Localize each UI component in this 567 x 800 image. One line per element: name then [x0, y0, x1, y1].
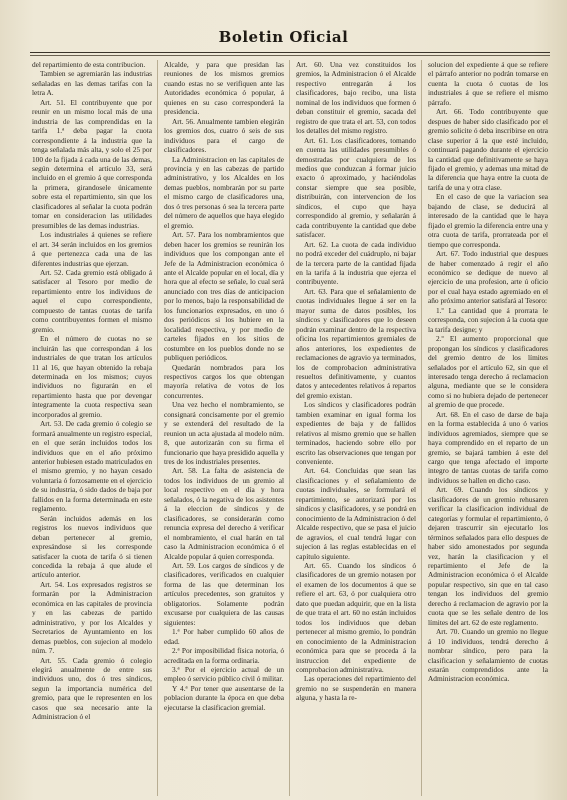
paragraph: 3.ª Por el ejercicio actual de un empleo ó servicio público civil ó militar.: [164, 665, 284, 684]
paragraph: La Administracion en las capitales de provincia y en las cabezas de partido administrativo, y los Alcaldes en los demas pueblos, nombrarán por su parte el mismo cargo de clasificadores una, dos ó tres personas ó sea la tercera parte del número de aquellos que haya elegido el gremio.: [164, 154, 284, 230]
paragraph: Art. 51. El contribuyente que por reunir en un mismo local más de una industria de las comprendidas en la tarifa 1.ª deba pagar la cuota correspondiente á la industria que la tenga señalada más alta, y solo el 25 por 100 de la fijada á cada una de las demas, según determina el artículo 33, será incluido en el gremio á que corresponda la primera, girandosele únicamente sobre esta el repartimiento, sin que los clasificadores al señalar la cuota podrán tomar en consideracion las utilidades presumibles de las demas industrias.: [32, 97, 152, 230]
paragraph: 2.ª Por imposibilidad física notoria, ó acreditada en la forma ordinaria.: [164, 646, 284, 665]
paragraph: 1.º La cantidad que á prorrata le corresponda, con sujecion á la cuota que la tarifa designe; y: [428, 305, 548, 334]
paragraph: Art. 60. Una vez constituidos los gremios, la Administracion ó el Alcalde respectivo entregarán á los clasificadores, bajo recibo, una lista nominal de los individuos que formen ó deban constituir el gremio, sacada del registro de que trata el art. 53, con todos los detalles del mismo registro.: [296, 60, 416, 136]
header-rule-thin: [30, 55, 550, 56]
paragraph: Art. 65. Cuando los síndicos ó clasificadores de un gremio notasen por el examen de los documentos á que se refiere el art. 63, ó por cualquiera otro dato que puedan adquirir, que en la lista de que trata el art. 60 no están incluidos todos los individuos que deban pertenecer al mismo gremio, lo pondrán en conocimiento de la Administracion económica para que se proceda á la instruccion del expediente de comprobacion administrativa.: [296, 561, 416, 674]
paragraph: Art. 64. Concluidas que sean las clasificaciones y el señalamiento de cuotas individuales, se formulará el repartimiento, se autorizará por los síndicos y clasificadores, y se pondrá en conocimiento de la Administracion ó del Alcalde respectivo, que se pasa el juicio de agravios, el cual tendrá lugar con sujecion á las reglas establecidas en el capítulo siguiente.: [296, 466, 416, 561]
paragraph: Art. 68. En el caso de darse de baja en la forma establecida á uno ó varios individuos agremiados, siempre que se haya comprendido en el reparto de un gremio, se bajará tambien á este del cargo que tenga afectado el importe integro de tantas cuotas de tarifa como individuos se hallen en dicho caso.: [428, 409, 548, 485]
paragraph: del repartimiento de esta contribucion.: [32, 60, 146, 69]
paragraph: Art. 69. Cuando los síndicos y clasificadores de un gremio rehusaren verificar la clasificacion individual de categorías y formular el repartimiento, ó dejaren trascurrir sin ejecutarlo los términos señalados para ello despues de haber sido amonestados por segunda vez, harán la clasificacion y el repartimiento el Jefe de la Administracion económica ó el Alcalde popular respectivo, sin que en tal caso tengan los individuos del gremio derecho á reclamacion de agravio por la cuota que se les señale dentro de los límites del art. 62 de este reglamento.: [428, 485, 548, 627]
paragraph: Art. 58. La falta de asistencia de todos los individuos de un gremio al local respectivo en el día y hora señalados, ó la negativa de los asistentes á la eleccion de síndicos y de clasificadores, se considerarán como renuncia expresa del derecho á verificar el nombramiento, el cual harán en tal caso la Administracion económica ó el Alcalde popular á quien corresponda.: [164, 466, 284, 561]
page-title: Boletin Oficial: [218, 28, 349, 46]
paragraph: solucion del expediente á que se refiere el párrafo anterior no podrán tomarse en cuenta la cuota ó cuotas de los industriales á que se refiere el mismo párrafo.: [428, 60, 548, 107]
paragraph: Art. 63. Para que el señalamiento de cuotas individuales llegue á ser en la mayor suma de datos posibles, los síndicos y clasificadores que lo deseen podrán examinar dentro de la respectiva oficina los repartimientos gremiales de años anteriores, los expedientes de reclamaciones de agravio ya terminados, los de comprobacion administrativa resueltos definitivamente, y cuantos datos y antecedentes relativos á repartos del gremio existan.: [296, 286, 416, 400]
paragraph: Art. 52. Cada gremio está obligado á satisfacer al Tesoro por medio de repartimiento entre los individuos de aquel el cupo correspondiente, compuesto de tantas cuotas de tarifa como contribuyentes formen el mismo gremio.: [32, 267, 152, 334]
text-columns: [32, 60, 548, 796]
column-3: [296, 60, 422, 796]
paragraph: 1.ª Por haber cumplido 60 años de edad.: [164, 627, 284, 646]
paragraph: Quedarán nombrados para los respectivos cargos los que obtengan mayoría relativa de votos de los concurrentes.: [164, 362, 284, 400]
paragraph: Art. 62. La cuota de cada individuo no podrá exceder del cuádruplo, ni bajar de la tercera parte de la cantidad fijada en la tarifa á la industria que ejerza el contribuyente.: [296, 239, 416, 287]
paragraph: Art. 55. Cada gremio ó colegio elegirá anualmente de entre sus individuos uno, dos ó tres síndicos, segun la importancia numérica del gremio, para que le representen en los casos que sea necesario ante la Administracion ó el: [32, 655, 152, 722]
paragraph: Art. 57. Para los nombramientos que deben hacer los gremios se reunirán los individuos que los compongan ante el Jefe de la Administracion económica ó ante el Alcalde popular en el local, día y hora que al efecto se señale, lo cual será anunciado con tres días de anticipacion por lo menos, bajo la responsabilidad de los funcionarios expresados, en uno ó dos periódicos si los hubiere en la localidad respectiva, y por medio de carteles fijados en los sitios de costumbre en los pueblos donde no se publiquen periódicos.: [164, 230, 284, 363]
paragraph: Los síndicos y clasificadores podrán tambien examinar en igual forma los expedientes de baja y de fallidos relativos al mismo gremio que se hallen terminados, haciendo sobre ello por escrito las observaciones que tengan por conveniente.: [296, 400, 416, 467]
paragraph: Y 4.ª Por tener que ausentarse de la poblacion durante la época en que deba ejecutarse la clasificacion gremial.: [164, 683, 284, 712]
paragraph: Alcalde, y para que presidan las reuniones de los mismos gremios cuando estas no se verifiquen ante las Autoridades económica ó popular, á quienes en su caso corresponderá la presidencia.: [164, 60, 284, 117]
paragraph: Serán incluidos además en los registros los nuevos individuos que deban pertenecer al gremio, expresándose si les corresponde satisfacer la cuota de tarifa ó si tienen concedida la rebaja á que alude el artículo anterior.: [32, 513, 152, 580]
paragraph: 2.º El aumento proporcional que propongan los síndicos y clasificadores del gremio dentro de los límites señalados por el artículo 62, sin que el interesado tenga derecho á reclamacion alguna, mediante que se le considera como si no hubiera dejado de pertenecer al gremio de que procede.: [428, 334, 548, 410]
column-4: [428, 60, 548, 796]
paragraph: Los industriales á quienes se refiere el art. 34 serán incluidos en los gremios á que pertenezca cada una de las diferentes industrias que ejerzan.: [32, 230, 152, 268]
paragraph: Tambien se agremiarán las industrias señaladas en las demas tarifas con la letra A.: [32, 69, 152, 98]
paragraph: Las operaciones del repartimiento del gremio no se suspenderán en manera alguna, y hasta la re-: [296, 674, 416, 703]
paragraph: Art. 56. Anualmente tambien elegirán los gremios dos, cuatro ó seis de sus individuos para el cargo de clasificadores.: [164, 116, 284, 155]
column-1: [32, 60, 158, 796]
paragraph: En el caso de que la variacion sea bajando de clase, se deducirá al interesado de la cantidad que le haya fijado el gremio la diferencia entre una y otra cuota de tarifa, prorrateada por el tiempo que corresponda.: [428, 192, 548, 249]
paragraph: Una vez hecho el nombramiento, se consignará concisamente por el gremio y se extenderá del resultado de la reunion un acta ajustada al modelo núm. 8, que autorizarán con su firma el funcionario que haya presidido aquella y tres de los industriales presentes.: [164, 400, 284, 467]
paragraph: Art. 59. Los cargos de síndicos y de clasificadores, verificados en cualquier forma de las que determinan los artículos precedentes, son gratuitos y obligatorios. Solamente podrán excusarse por cualquiera de las causas siguientes:: [164, 561, 284, 627]
paragraph: En el número de cuotas no se incluirán las que correspondan á los industriales de que tratan los artículos 11 al 16, que hayan obtenido la rebaja determinada en los mismos; cuyos individuos no figurarán en el repartimiento hasta que por devengar íntegramente la cuota respectiva sean incorporados al gremio.: [32, 334, 152, 419]
column-2: [164, 60, 290, 796]
paragraph: Art. 66. Todo contribuyente que despues de haber sido clasificado por el gremio solicite ó deba inscribirse en otra clase superior á la que esté incluido, continuará pagando durante el ejercicio la cantidad que definitivamente se haya fijado el gremio, y ademas una mitad de la diferencia que haya entre la cuota de tarifa de una y otra clase.: [428, 107, 548, 192]
paragraph: Art. 70. Cuando un gremio no llegue á 10 individuos, tendrá derecho á nombrar síndico, pero para la clasificacion y señalamiento de cuotas estarán comprendidos ante la Administracion económica.: [428, 627, 548, 684]
header-rule: [30, 52, 550, 53]
paragraph: Art. 67. Todo industrial que despues de haber comenzado á regir el año económico se dedique de nuevo al ejercicio de una profesion, arte ú oficio por el cual haya estado agremiado en el año próximo anterior satisfará al Tesoro:: [428, 249, 548, 306]
paragraph: Art. 54. Los expresados registros se formarán por la Administracion económica en las capitales de provincia y en las cabezas de partido administrativo, y por los Alcaldes y Secretarios de Ayuntamiento en los demas pueblos, con sujecion al modelo núm. 7.: [32, 579, 152, 656]
paragraph: Art. 53. De cada gremio ó colegio se formará anualmente un registro especial, en el que serán incluidos todos los individuos que en el año próximo anterior hubiesen estado matriculados en el mismo gremio, y no hayan cesado voluntaria ó forzosamente en el ejercicio de su industria, ó sido dados de baja por fallidos en la forma determinada en este reglamento.: [32, 419, 152, 514]
paragraph: Art. 61. Los clasificadores, tomando en cuenta las utilidades presumibles ó demostradas por cualquiera de los medios que conduzcan á formar juicio exacto ó aproximado, y haciéndolas constar siempre que sea posible, distribuirán, con intervencion de los síndicos, el cupo que haya correspondido al gremio, y señalarán á cada contribuyente la cantidad que debe satisfacer.: [296, 135, 416, 240]
